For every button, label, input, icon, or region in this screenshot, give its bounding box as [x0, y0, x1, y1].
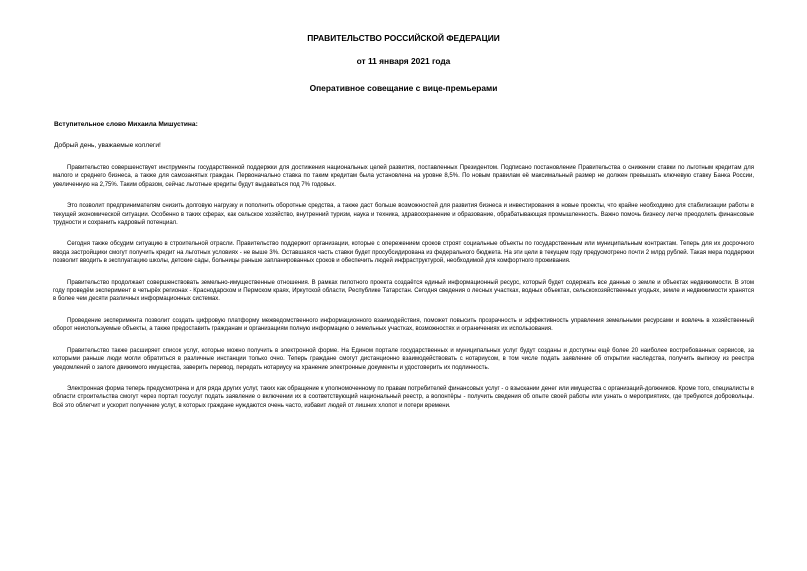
- paragraph: Правительство также расширяет список услуг, которые можно получить в электронной форме. На Едином портале государственных и муниципальных услуг будут созданы и доступны ещё более 20 наиболее востребованных сервисов, за которыми раньше люди могли обратиться в различные инстанции только очно. Теперь граждане смогут дистанционно взаимодействовать с нотариусом, в том числе подать заявление об открытии наследства, получить выписку из реестра уведомлений о залоге движимого имущества, заверить перевод, передать нотариусу на хранение электронные документы и удостоверить их подлинность.: [53, 347, 754, 371]
- document-date: от 11 января 2021 года: [356, 56, 451, 66]
- paragraph: Правительство продолжает совершенствовать земельно-имущественные отношения. В рамках пилотного проекта создаётся единый информационный ресурс, который будет содержать все данные о земле и объектах недвижимости. В этом году проведём эксперимент в четырёх регионах - Краснодарском и Пермском краях, Иркутской области, Республике Татарстан. Сегодня сведения о лесных участках, водных объектах, сельскохозяйственных угодьях, земле и недвижимости хранятся в более чем десяти различных информационных системах.: [53, 279, 754, 303]
- paragraph: Это позволит предпринимателям снизить долговую нагрузку и пополнить оборотные средства, а также даст больше возможностей для развития бизнеса и инвестирования в новые проекты, что крайне необходимо для стабилизации работы в текущей экономической ситуации. Особенно в таких сферах, как сельское хозяйство, внутренний туризм, наука и техника, здравоохранение и образование, обрабатывающая промышленность. Важно помочь бизнесу легче преодолеть финансовые трудности и сохранить кадровый потенциал.: [53, 203, 754, 227]
- paragraph: Электронная форма теперь предусмотрена и для ряда других услуг, таких как обращение к уполномоченному по правам потребителей финансовых услуг - о взыскании денег или имущества с организаций-должников. Кроме того, специалисты в области строительства смогут через портал госуслуг подать заявление о включении их в соответствующий национальный реестр, а волонтёры - получить сведения об опыте своей работы или узнать о мероприятиях, где требуются добровольцы. Всё это облегчит и ускорит получение услуг, в которых граждане нуждаются очень часто, избавит людей от лишних хлопот и потери времени.: [53, 385, 754, 409]
- paragraph: Сегодня также обсудим ситуацию в строительной отрасли. Правительство поддержит организации, которые с опережением сроков строят социальные объекты по государственным или муниципальным контрактам. Теперь для их досрочного ввода застройщики смогут получить кредит на льготных условиях - не выше 3%. Оставшаяся часть ставки будет просубсидирована из федерального бюджета. На эти цели в текущем году предусмотрено почти 2 млрд рублей. Такая мера поддержки позволит вводить в эксплуатацию школы, детские сады, больницы раньше запланированных сроков и обеспечить людей инфраструктурой, необходимой для комфортного проживания.: [53, 241, 754, 265]
- speaker-heading: Вступительное слово Михаила Мишустина:: [54, 121, 198, 128]
- paragraph: Правительство совершенствует инструменты государственной поддержки для достижения национальных целей развития, поставленных Президентом. Подписано постановление Правительства о снижении ставки по льготным кредитам для малого и среднего бизнеса, а также для самозанятых граждан. Первоначально ставка по таким кредитам была установлена на уровне 8,5%. По новым правилам её максимальный размер не должен превышать ключевую ставку Банка России, увеличенную на 2,75%. Таким образом, сейчас льготные кредиты будут выдаваться под 7% годовых.: [53, 165, 754, 188]
- document-header: ПРАВИТЕЛЬСТВО РОССИЙСКОЙ ФЕДЕРАЦИИ: [307, 33, 500, 43]
- event-title: Оперативное совещание с вице-премьерами: [309, 83, 498, 93]
- paragraph: Проведение эксперимента позволит создать цифровую платформу межведомственного информационного взаимодействия, поможет повысить прозрачность и эффективность управления земельными ресурсами и вовлечь в хозяйственный оборот неиспользуемые объекты, а также предоставить гражданам и организациям полную информацию о земельных участках, возможностях и ограничениях их использования.: [53, 317, 754, 333]
- greeting-text: Добрый день, уважаемые коллеги!: [54, 142, 161, 149]
